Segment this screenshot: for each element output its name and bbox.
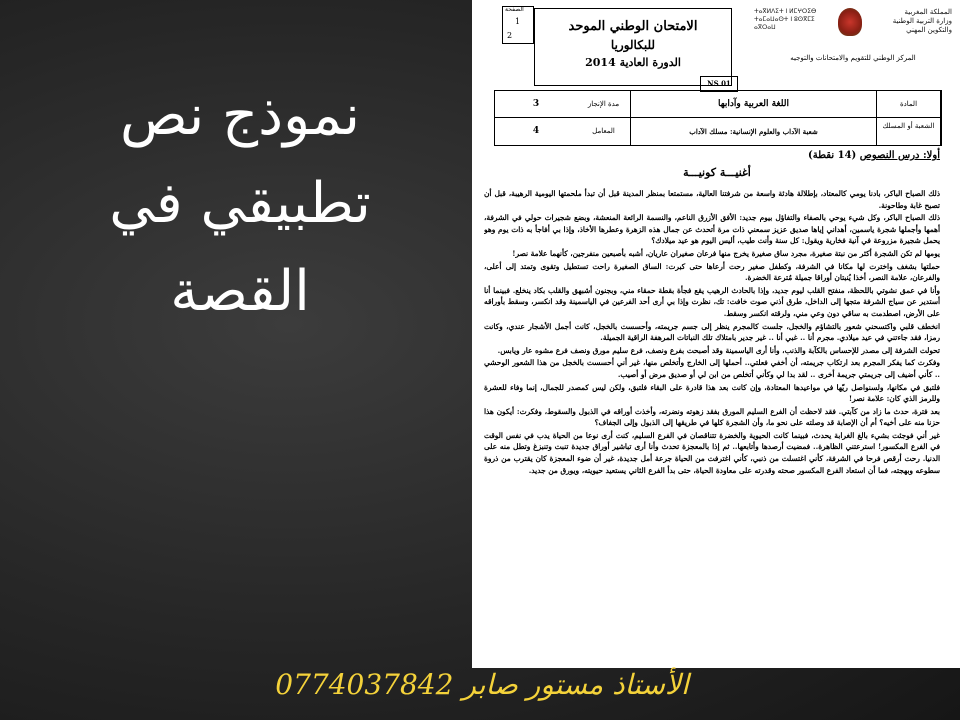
kingdom-line: وزارة التربية الوطنية [892,17,952,25]
coefficient-label: المعامل [577,118,631,145]
subject-label: المادة [877,91,941,118]
tifinagh-line: ⵜⴰⵎⴰⵡⴰⵙⵜ ⵏ ⵓⵙⴳⵎⵉ [754,16,815,23]
coefficient-value: 4 [532,126,540,136]
page-label: الصفحة [505,6,524,13]
paragraph: يومها لم تكن الشجرة أكثر من نبتة صغيرة، مجرد ساق صغيرة يخرج منها فرعان صغيران عاريان، أشبه بأصبعين منفرجين، كأنهما علامة نصر! [512,248,940,258]
paragraph: غير أني فوجئت بشيء بالغ الغرابة يحدث، فبينما كانت الحيوية والخضرة تتناقصان في الفرع السليم، كنت أرى نوعا من الحياة يدب في نفس الوقت في الفرع المكسور! استرعتني الظاهرة.. فمضيت أرصدها وأتابعها.. ثم إذا بالمعجزة تحدث وأنا أرى تباشير أوراق جديدة تنبت وتنبزغ وتطل منه على الدنيا. رحت أرقص فرحا في الشرفة، كأني اغتسلت من ذنبي، كأني اغترفت من الحياة جرعة أمل جديدة، غير أن ضوء المعجزة كان يقترب من ذروة سطوعه وبهجته، فما أن استعاد الفرع المكسور صحته وقدرته على معاودة الحياة، حتى بدأ الفرع الثاني يستعيد حيويته، ويورق من جديد. [484,430,940,475]
paragraph: بعد فترة، حدث ما زاد من كآبتي. فقد لاحظت أن الفرع السليم المورق بفقد زهوته ونضرته، وأخذت أوراقه في الذبول والسقوط، وفكرت: أيكون هذا حزنا منه على أخيه؟ أم أن الإصابة قد وصلته على نحو ما، وأن الشجرة كلها في طريقها إلى الذبول وإلى الجفاف؟ [484,406,940,428]
paragraph: تحولت الشرفة إلى مصدر للإحساس بالكآبة والذنب، وأنا أرى الياسمينة وقد أصبحت بفرع ونصف، فرع سليم مورق ونصف فرع مشوه عار ويابس. [497,345,940,355]
kingdom-text [866,8,952,35]
page-number: 1 [515,17,521,26]
paragraph: ذلك الصباح الباكر، وكل شيء يوحي بالصفاء والتفاؤل بيوم جديد: الأفق الأزرق الناعم، والنسمة الرائعة المنعشة، وبضع شجيرات حولي في الشرفة، أهمها وأجملها شجرة ياسمين، أهداني إياها صديق عزيز سمعني ذات مرة أتحدث عن جمال هذه الزهرة وعطرها الأخاذ، وإذا بي أفاجأ به ذات يوم وهو يحمل شجيرة مزروعة في آنية فخارية ويقول: كل سنة وأنت طيب، أليس اليوم هو عيد ميلادك؟ [484,213,940,246]
paragraph: حملتها بشغف واخترت لها مكانا في الشرفة، وكطفل صغير رحت أرعاها حتى كبرت: الساق الصغيرة راحت تستطيل وتقوى وتمتد إلى أعلى، والفرعان، علامة النصر، أخذا يُنبتان أوراقا جميلة مُترعة الخضرة. [484,261,940,283]
slide-title-line: القصة [170,259,310,324]
section-heading [494,150,940,161]
exam-subtitle: للبكالوريا [610,38,656,52]
branch-value: شعبة الآداب والعلوم الإنسانية: مسلك الآداب [631,118,877,145]
exam-code: NS 01 [700,76,738,92]
ministry-header [754,6,952,70]
kingdom-line: والتكوين المهني [906,26,952,34]
subject-info-table [494,90,942,146]
text-title: أغنيـــة كونيـــة [683,166,751,179]
coat-of-arms-logo [838,8,862,36]
phone-number: 0774037842 [275,668,454,701]
page-number-box [502,6,534,44]
tifinagh-line: ⴰⴳⵔⴰⵡ [754,24,776,31]
tifinagh-text [754,8,836,32]
page-total: 2 [507,31,513,40]
exam-title-box [534,8,732,86]
paragraph: انخطف قلبي واكتسحني شعور بالتشاؤم والخجل، جلست كالمجرم ينظر إلى جسم جريمته، وأحسست بالخجل، كانت أجمل الأشجار عندي، وكانت رمزا، فقد جاءتني في عيد ميلادي. مجرم أنا .. غبي أنا .. غير جدير بامتلاك تلك النباتات المرهفة الراقية الجميلة. [484,321,940,343]
center-name: المركز الوطني للتقويم والامتحانات والتوجيه [790,54,916,62]
tifinagh-line: ⵜⴰⴳⵍⴷⵉⵜ ⵏ ⵍⵎⵖⵔⵉⴱ [754,8,817,15]
paragraph: وفكرت كما يفكر المجرم بعد ارتكاب جريمته، أن أخفي فعلتي.. أحملها إلى الخارج وأتخلص منها، غير أني أحسست بالخجل من هذا الشعور الوحشي .. كأني أضيف إلى جريمتي جريمة أخرى .. لقد بدا لي وكأني أتخلص من ابن لي أو صديق مرض أو أصيب. [484,358,940,379]
paragraph: وأنا في عمق نشوتي باللحظة، منفتح القلب ليوم جديد، وإذا بالحادث الرهيب يقع فجأة بقطة حمقاء مني، وبجنون أشبهق والقلب بكاد ينخلع. فبينما أنا أستدير عن سياج الشرفة متجها إلى الداخل، طرق أذني صوت خافت: تك، نظرت وإذا بي أرى أحد الفرعين في الياسمينة وقد انكسر، وسقط بأوراقه على الأرض، اصطدمت به ساقي دون وعي مني، ولرقته انكسر وسقط. [484,285,940,318]
section-title: أولا: درس النصوص [859,150,940,161]
teacher-name: الأستاذ مستور صابر [462,668,689,701]
exam-session: الدورة العادية 2014 [585,56,681,69]
section-points: (14 نقطة) [808,150,857,161]
exam-paper [472,0,960,668]
duration-value: 3 [495,91,577,118]
paragraph: فلتبق في مكانها، ولسنواصل ريّها في مواعيدها المعتادة، وإن كانت بعد هذا قادرة على البقاء فلتبق، ولكن ليس كمصدر للجمال، إنما وفاء للعشرة وللرمز الذي كان: علامة نصر! [484,382,940,404]
branch-label: الشعبة أو المسلك [877,118,941,145]
footer-credit [262,668,702,712]
subject-value: اللغة العربية وآدابها [631,91,877,118]
slide-title [40,72,440,336]
paragraph: ذلك الصباح الباكر، بادنا يومي كالمعتاد، بإطلالة هادئة واسعة من شرفتنا العالية، مستمتعا بمنظر المدينة قبل أن تبدأ ملحمتها اليومية الرهيبة، قبل أن تصبح غابة وطاحونة. [484,189,940,210]
duration-label: مدة الإنجاز [577,91,631,118]
slide-title-line: نموذج نص [120,83,360,148]
kingdom-line: المملكة المغربية [904,8,952,16]
exam-title: الامتحان الوطني الموحد [568,19,698,34]
story-text [484,188,940,662]
exam-header [486,4,954,88]
slide-title-line: تطبيقي في [109,171,371,236]
